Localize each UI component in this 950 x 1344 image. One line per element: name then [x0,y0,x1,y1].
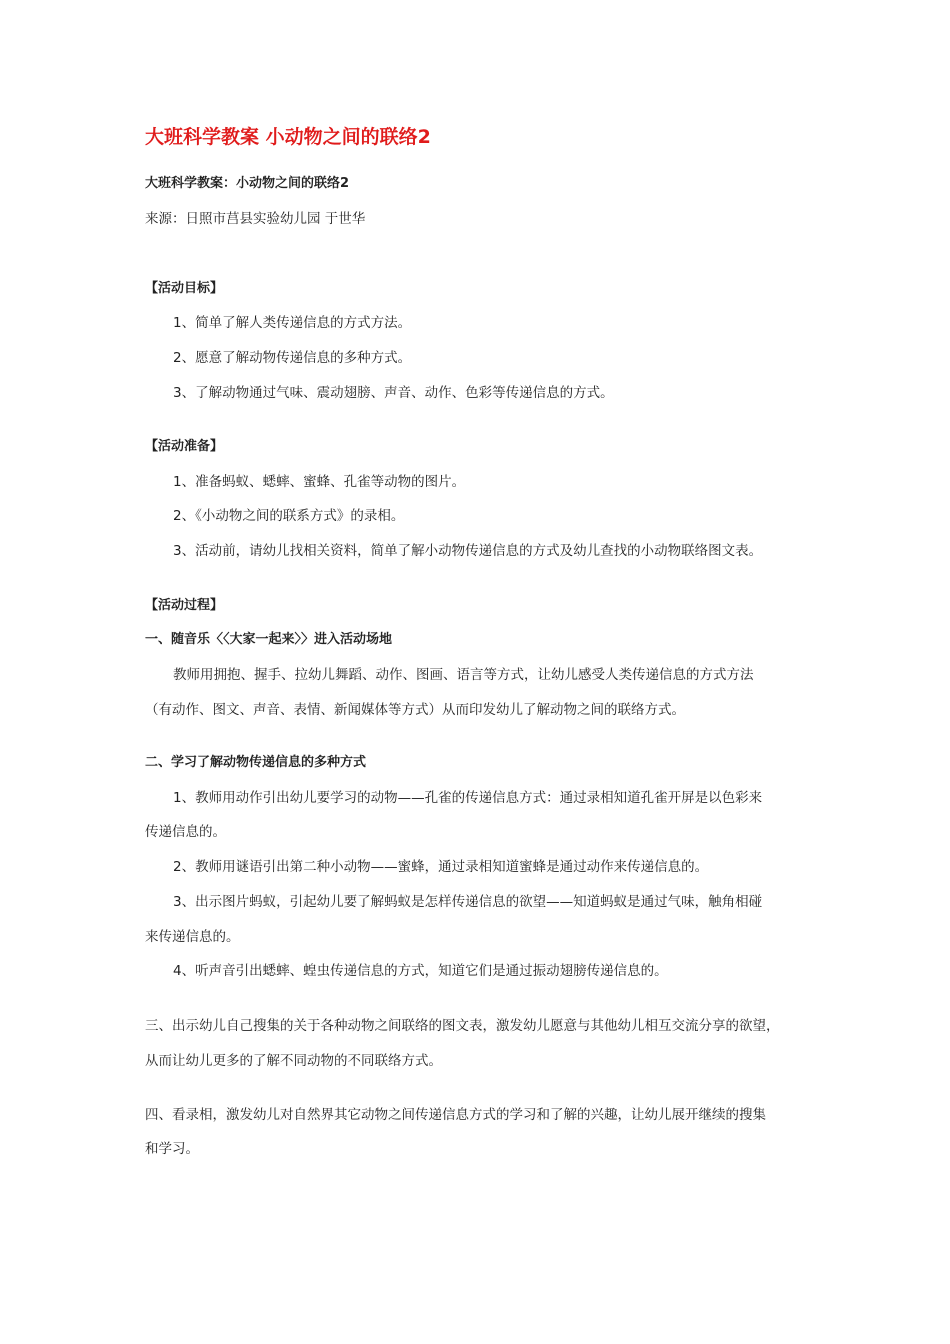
prep-heading: 【活动准备】 [145,439,224,454]
prep-item: 1、准备蚂蚁、蟋蟀、蜜蜂、孔雀等动物的图片。 [173,474,466,490]
prep-item: 2、《小动物之间的联系方式》的录相。 [173,508,405,524]
step4-paragraph-line: 和学习。 [145,1141,199,1157]
paragraph-line: 来传递信息的。 [145,929,240,945]
step1-heading: 一、随音乐〈〈大家一起来〉〉进入活动场地 [145,632,393,647]
paragraph-line: 3、出示图片蚂蚁，引起幼儿要了解蚂蚁是怎样传递信息的欲望——知道蚂蚁是通过气味，触角相碰 [173,894,763,910]
process-heading: 【活动过程】 [145,598,224,613]
paragraph-line: 1、教师用动作引出幼儿要学习的动物——孔雀的传递信息方式：通过录相知道孔雀开屏是以色彩来 [173,790,763,806]
step3-paragraph-line: 从而让幼儿更多的了解不同动物的不同联络方式。 [145,1053,442,1069]
paragraph-line: 4、听声音引出蟋蟀、蝗虫传递信息的方式，知道它们是通过振动翅膀传递信息的。 [173,963,668,979]
step3-paragraph-line: 三、出示幼儿自己搜集的关于各种动物之间联络的图文表，激发幼儿愿意与其他幼儿相互交流分享的欲望， [145,1018,780,1034]
step2-heading: 二、学习了解动物传递信息的多种方式 [145,755,367,770]
goal-item: 2、愿意了解动物传递信息的多种方式。 [173,350,412,366]
goals-heading: 【活动目标】 [145,281,224,296]
document-subtitle: 大班科学教案：小动物之间的联络2 [145,176,350,191]
paragraph-line: 教师用拥抱、握手、拉幼儿舞蹈、动作、图画、语言等方式，让幼儿感受人类传递信息的方式方法 [173,667,754,683]
prep-item: 3、活动前，请幼儿找相关资料，简单了解小动物传递信息的方式及幼儿查找的小动物联络图文表。 [173,543,763,559]
step4-paragraph-line: 四、看录相，激发幼儿对自然界其它动物之间传递信息方式的学习和了解的兴趣，让幼儿展开继续的搜集 [145,1107,766,1123]
source-line: 来源：日照市莒县实验幼儿园 于世华 [145,211,366,227]
paragraph-line: 传递信息的。 [145,824,226,840]
goal-item: 3、了解动物通过气味、震动翅膀、声音、动作、色彩等传递信息的方式。 [173,385,614,401]
document-title: 大班科学教案 小动物之间的联络2 [145,126,431,148]
paragraph-line: 2、教师用谜语引出第二种小动物——蜜蜂，通过录相知道蜜蜂是通过动作来传递信息的。 [173,859,709,875]
paragraph-line: （有动作、图文、声音、表情、新闻媒体等方式）从而印发幼儿了解动物之间的联络方式。 [145,702,685,718]
goal-item: 1、简单了解人类传递信息的方式方法。 [173,315,412,331]
